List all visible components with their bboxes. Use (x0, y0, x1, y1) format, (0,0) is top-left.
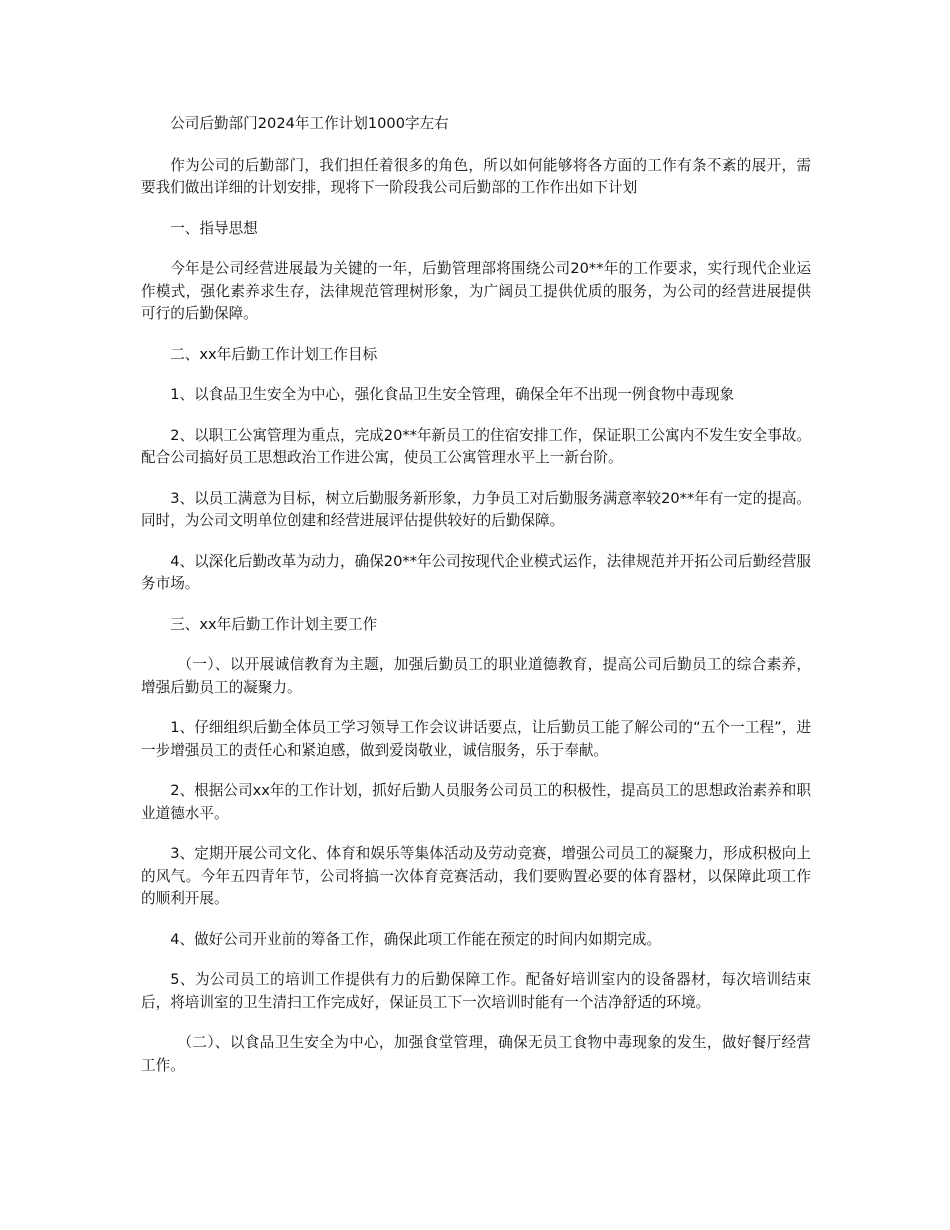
document-page (141, 113, 811, 1095)
document-title: 公司后勤部门2024年工作计划1000字左右 (170, 115, 449, 132)
list-item: 4、以深化后勤改革为动力，确保20**年公司按现代企业模式运作，法律规范并开拓公司后勤经营服务市场。 (141, 552, 811, 592)
list-item: 2、根据公司xx年的工作计划，抓好后勤人员服务公司员工的积极性，提高员工的思想政治素养和职业道德水平。 (141, 782, 811, 822)
subsection-heading: （一）、以开展诚信教育为主题，加强后勤员工的职业道德教育，提高公司后勤员工的综合素养，增强后勤员工的凝聚力。 (141, 656, 811, 696)
section-heading: 三、xx年后勤工作计划主要工作 (170, 615, 378, 633)
list-item: 3、以员工满意为目标，树立后勤服务新形象，力争员工对后勤服务满意率较20**年有一定的提高。同时，为公司文明单位创建和经营进展评估提供较好的后勤保障。 (141, 489, 811, 529)
list-item: 4、做好公司开业前的筹备工作，确保此项工作能在预定的时间内如期完成。 (170, 930, 662, 948)
list-item: 1、仔细组织后勤全体员工学习领导工作会议讲话要点，让后勤员工能了解公司的“五个一工程”，进一步增强员工的责任心和紧迫感，做到爱岗敬业，诚信服务，乐于奉献。 (141, 719, 811, 759)
list-item: 3、定期开展公司文化、体育和娱乐等集体活动及劳动竞赛，增强公司员工的凝聚力，形成积极向上的风气。今年五四青年节，公司将搞一次体育竞赛活动，我们要购置必要的体育器材，以保障此项工作的顺利开展。 (141, 845, 811, 907)
paragraph: 今年是公司经营进展最为关键的一年，后勤管理部将围绕公司20**年的工作要求，实行现代企业运作模式，强化素养求生存，法律规范管理树形象，为广阔员工提供优质的服务，为公司的经营进展提供可行的后勤保障。 (141, 260, 811, 322)
intro-paragraph: 作为公司的后勤部门，我们担任着很多的角色，所以如何能够将各方面的工作有条不紊的展开，需要我们做出详细的计划安排，现将下一阶段我公司后勤部的工作作出如下计划 (141, 156, 811, 196)
list-item: 2、以职工公寓管理为重点，完成20**年新员工的住宿安排工作，保证职工公寓内不发生安全事故。配合公司搞好员工思想政治工作进公寓，使员工公寓管理水平上一新台阶。 (141, 426, 811, 466)
section-heading: 一、指导思想 (170, 219, 258, 237)
subsection-heading: （二）、以食品卫生安全为中心，加强食堂管理，确保无员工食物中毒现象的发生，做好餐厅经营工作。 (141, 1034, 811, 1074)
list-item: 5、为公司员工的培训工作提供有力的后勤保障工作。配备好培训室内的设备器材，每次培训结束后，将培训室的卫生清扫工作完成好，保证员工下一次培训时能有一个洁净舒适的环境。 (141, 971, 811, 1011)
section-heading: 二、xx年后勤工作计划工作目标 (170, 345, 378, 363)
list-item: 1、以食品卫生安全为中心，强化食品卫生安全管理，确保全年不出现一例食物中毒现象 (170, 386, 735, 403)
